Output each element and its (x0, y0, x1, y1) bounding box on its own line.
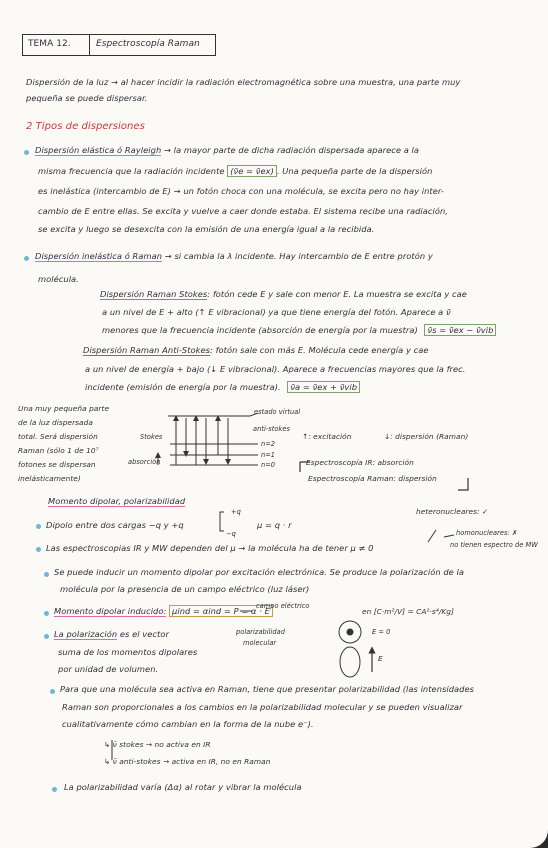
polarization-text: es el vector (119, 629, 169, 639)
diagram-virtual-label: estado virtual (254, 408, 301, 416)
bullet-polarizability-varies (52, 787, 57, 792)
raman-line-2: molécula. (38, 274, 79, 284)
dipole-bracket (220, 512, 224, 531)
rayleigh-line-5: se excita y luego se desexcita con la emisión de una energía igual a la recibida. (38, 224, 375, 234)
side-note-2: de la luz dispersada (18, 418, 93, 427)
raman-active-line-2: Raman son proporcionales a los cambios en la polarizabilidad molecular y se pueden visualizar (62, 702, 463, 712)
diagram-n0: n=0 (261, 461, 276, 469)
stokes-line-1: : fotón cede E y sale con menor E. La muestra se excita y cae (207, 289, 467, 299)
dipole-title-text: Momento dipolar, polarizabilidad (48, 496, 186, 506)
bullet-spectroscopies (36, 547, 41, 552)
induced-moment-formula: μind = αind = P = α · E (169, 605, 273, 617)
units-label: en [C·m²/V] = CA²·s⁴/Kg] (362, 607, 454, 616)
spectroscopies-line: Las espectroscopias IR y MW dependen del μ → la molécula ha de tener μ ≠ 0 (46, 543, 374, 553)
section-title: 2 Tipos de dispersiones (26, 121, 145, 132)
anti-line-2: a un nivel de energía + bajo (↓ E vibracional). Aparece a frecuencias mayores que la frec. (85, 364, 466, 374)
stokes-line-2: a un nivel de E + alto (↑ E vibracional) ya que tiene energía del fotón. Aparece a ν̄ (102, 307, 451, 317)
stokes-line-3-text: menores que la frecuencia incidente (absorción de energía por la muestra) (102, 325, 418, 335)
polarized-cloud (340, 647, 360, 677)
topic-number: TEMA 12. (28, 39, 71, 49)
raman-bracket (458, 478, 468, 490)
diagram-n1: n=1 (261, 451, 276, 459)
anti-line-1: : fotón sale con más E. Molécula cede energía y cae (210, 345, 429, 355)
anti-line-3-text: incidente (emisión de energía por la muestra). (85, 382, 281, 392)
induced-moment-line (54, 606, 273, 616)
e0-label: E = 0 (372, 628, 391, 636)
induced-line-2: molécula por la presencia de un campo eléctrico (luz láser) (60, 584, 310, 594)
rayleigh-line-4: cambio de E entre ellas. Se excita y vuelve a caer donde estaba. El sistema recibe una radiación, (38, 206, 448, 216)
legend-ir: Espectroscopía IR: absorción (306, 458, 414, 467)
raman-active-line-1: Para que una molécula sea activa en Raman, tiene que presentar polarizabilidad (las intensidades (60, 684, 475, 694)
stokes-arrows (176, 418, 228, 465)
polarization-line-3: por unidad de volumen. (58, 664, 159, 674)
rayleigh-line-2b: . Una pequeña parte de la dispersión (276, 166, 433, 176)
side-note-5: fotones se dispersan (18, 460, 96, 469)
bullet-induced (44, 572, 49, 577)
bullet-raman-active (50, 689, 55, 694)
sub-stokes: ↳ ν̄ stokes → no activa en IR (104, 740, 211, 749)
rayleigh-term: Dispersión elástica ó Rayleigh (35, 145, 162, 155)
legend-excitation: ↑: excitación (302, 432, 352, 441)
anti-formula: ν̄a = ν̄ex + ν̄vib (287, 381, 360, 393)
dipole-line: Dipolo entre dos cargas −q y +q (46, 520, 184, 530)
intro-line-2: pequeña se puede dispersar. (26, 93, 148, 103)
rayleigh-line-3: es inelástica (intercambio de E) → un fotón choca con una molécula, se excita pero no hay inter- (38, 186, 444, 196)
plus-q: +q (231, 508, 241, 516)
side-note-1: Una muy pequeña parte (18, 404, 110, 413)
heteronuclear-label: heteronucleares: ✓ (416, 507, 489, 516)
energy-levels (168, 416, 258, 465)
polarization-line-2: suma de los momentos dipolares (58, 647, 198, 657)
diagram-n2: n=2 (261, 440, 276, 448)
diagram-absorb-label: absorción (128, 458, 161, 466)
stokes-term: Dispersión Raman Stokes (100, 289, 208, 299)
polarization-term: La polarización (54, 629, 118, 639)
hetero-arrow (428, 530, 436, 542)
rayleigh-line-1: → la mayor parte de dicha radiación dispersada aparece a la (163, 145, 420, 155)
stokes-formula: ν̄s = ν̄ex − ν̄vib (424, 324, 496, 336)
bullet-induced-moment (44, 611, 49, 616)
bullet-dipole (36, 524, 41, 529)
rayleigh-line-2a: misma frecuencia que la radiación incidente (38, 166, 225, 176)
legend-raman: Espectroscopía Raman: dispersión (308, 474, 437, 483)
raman-line-1: → si cambia la λ incidente. Hay intercambio de E entre protón y (164, 251, 433, 261)
minus-q: −q (226, 530, 236, 538)
raman-active-line-3: cualitativamente cómo cambian en la forma de la nube e⁻). (62, 719, 314, 729)
intro-line-1: Dispersión de la luz → al hacer incidir la radiación electromagnética sobre una muestra, una parte muy (26, 77, 461, 87)
rayleigh-formula: (ν̄e = ν̄ex) (227, 165, 277, 177)
diagram-stokes-label: Stokes (140, 433, 163, 441)
nucleus-dot (347, 629, 354, 636)
dipole-title (48, 496, 185, 506)
molecular-label: molecular (243, 639, 277, 647)
induced-line-1: Se puede inducir un momento dipolar por excitación electrónica. Se produce la polarización de la (54, 567, 465, 577)
legend-dispersion: ↓: dispersión (Raman) (384, 432, 469, 441)
bullet-polarization (44, 634, 49, 639)
induced-moment-term: Momento dipolar inducido: (54, 606, 167, 616)
polarization-line-1 (54, 629, 169, 639)
field-label: campo eléctrico (256, 602, 310, 610)
no-spectrum-label: no tienen espectro de MW (450, 541, 538, 549)
e-field-label: E (378, 654, 383, 663)
diagram-anti-label: anti-stokes (253, 425, 290, 433)
dipole-formula: μ = q · r (257, 520, 292, 530)
homo-arrow (444, 535, 454, 537)
polarizability-varies-line: La polarizabilidad varía (Δα) al rotar y vibrar la molécula (64, 782, 302, 792)
side-note-6: inelásticamente) (18, 474, 81, 483)
anti-stokes-term: Dispersión Raman Anti-Stokes (83, 345, 211, 355)
polarizability-label: polarizabilidad (236, 628, 285, 636)
sub-anti-stokes: ↳ ν̄ anti-stokes → activa en IR, no en Raman (104, 757, 271, 766)
homonuclear-label: homonucleares: ✗ (456, 529, 518, 537)
page-title: Espectroscopía Raman (96, 39, 200, 49)
side-note-4: Raman (sólo 1 de 10⁷ (18, 446, 99, 455)
side-note-3: total. Será dispersión (18, 432, 98, 441)
raman-term: Dispersión inelástica ó Raman (35, 251, 163, 261)
